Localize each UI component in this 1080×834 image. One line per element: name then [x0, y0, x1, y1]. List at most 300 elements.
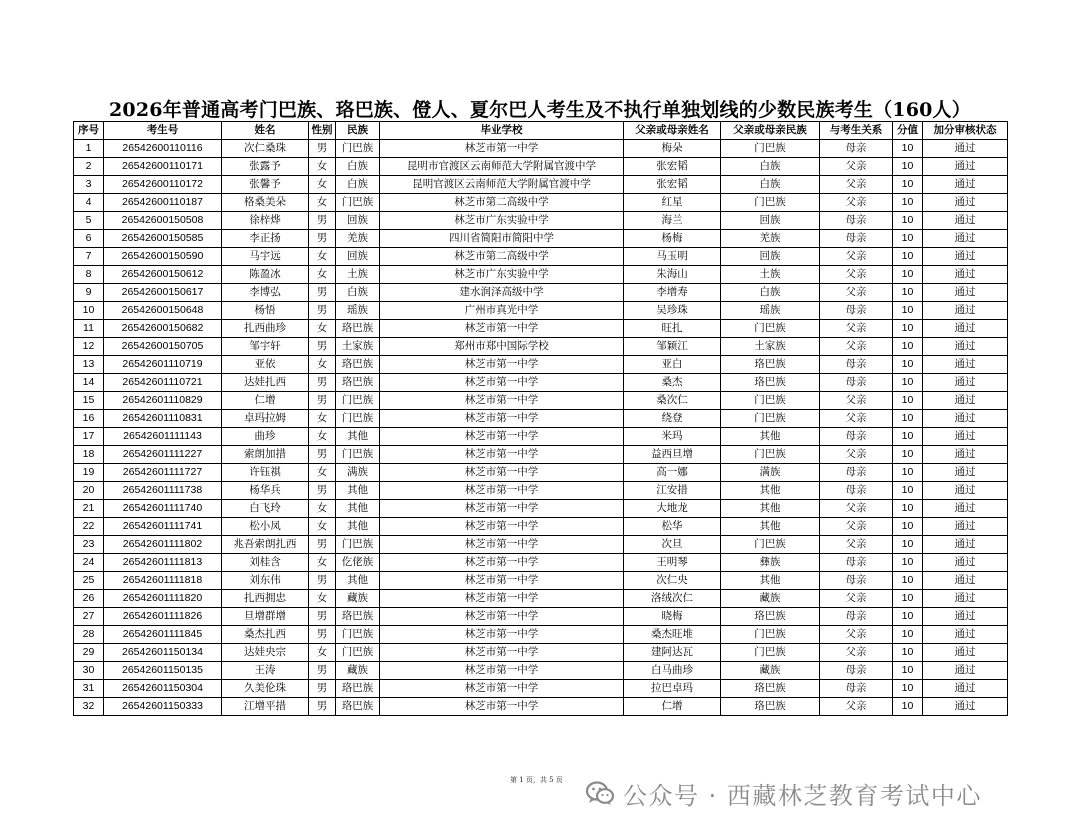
review-status-cell: 通过 — [923, 374, 1008, 392]
review-status-cell: 通过 — [923, 464, 1008, 482]
candidate-name-cell: 扎西曲珍 — [222, 320, 309, 338]
parent-ethnicity-cell: 其他 — [721, 572, 820, 590]
candidate-id-cell: 26542601110721 — [104, 374, 222, 392]
parent-name-cell: 李增寿 — [624, 284, 721, 302]
table-row — [74, 572, 1008, 590]
review-status-cell: 通过 — [923, 428, 1008, 446]
bonus-score-cell: 10 — [893, 662, 923, 680]
review-status-cell: 通过 — [923, 644, 1008, 662]
table-row — [74, 518, 1008, 536]
ethnicity-cell: 门巴族 — [336, 536, 380, 554]
ethnicity-cell: 其他 — [336, 428, 380, 446]
relationship-cell: 父亲 — [820, 698, 893, 716]
ethnicity-cell: 珞巴族 — [336, 608, 380, 626]
table-row — [74, 626, 1008, 644]
row-number-cell: 20 — [74, 482, 104, 500]
parent-name-cell: 红星 — [624, 194, 721, 212]
bonus-score-cell: 10 — [893, 518, 923, 536]
graduating-school-cell: 林芝市第一中学 — [380, 446, 624, 464]
candidate-name-cell: 邹宇轩 — [222, 338, 309, 356]
page-number: 第 1 页，共 5 页 — [510, 776, 563, 784]
parent-ethnicity-cell: 白族 — [721, 284, 820, 302]
parent-ethnicity-cell: 门巴族 — [721, 446, 820, 464]
gender-cell: 男 — [309, 284, 336, 302]
graduating-school-cell: 林芝市第二高级中学 — [380, 248, 624, 266]
review-status-cell: 通过 — [923, 698, 1008, 716]
candidate-name-cell: 徐梓烨 — [222, 212, 309, 230]
bonus-score-cell: 10 — [893, 572, 923, 590]
row-number-cell: 16 — [74, 410, 104, 428]
table-row — [74, 320, 1008, 338]
candidate-name-cell: 兆吾索朗扎西 — [222, 536, 309, 554]
candidate-id-cell: 26542601111727 — [104, 464, 222, 482]
parent-name-cell: 桑杰 — [624, 374, 721, 392]
graduating-school-cell: 林芝市第一中学 — [380, 662, 624, 680]
parent-ethnicity-cell: 珞巴族 — [721, 680, 820, 698]
review-status-cell: 通过 — [923, 158, 1008, 176]
gender-cell: 女 — [309, 266, 336, 284]
gender-cell: 男 — [309, 392, 336, 410]
relationship-cell: 母亲 — [820, 554, 893, 572]
column-header: 性别 — [309, 122, 336, 140]
parent-name-cell: 梅朵 — [624, 140, 721, 158]
review-status-cell: 通过 — [923, 266, 1008, 284]
bonus-score-cell: 10 — [893, 320, 923, 338]
ethnicity-cell: 门巴族 — [336, 626, 380, 644]
ethnicity-cell: 珞巴族 — [336, 356, 380, 374]
candidate-name-cell: 旦增群增 — [222, 608, 309, 626]
bonus-score-cell: 10 — [893, 626, 923, 644]
graduating-school-cell: 林芝市第一中学 — [380, 554, 624, 572]
table-header-row — [74, 122, 1008, 140]
candidate-name-cell: 仁增 — [222, 392, 309, 410]
gender-cell: 男 — [309, 302, 336, 320]
candidate-name-cell: 达娃扎西 — [222, 374, 309, 392]
review-status-cell: 通过 — [923, 446, 1008, 464]
graduating-school-cell: 林芝市第一中学 — [380, 464, 624, 482]
graduating-school-cell: 林芝市第一中学 — [380, 644, 624, 662]
parent-ethnicity-cell: 珞巴族 — [721, 608, 820, 626]
gender-cell: 男 — [309, 446, 336, 464]
parent-ethnicity-cell: 门巴族 — [721, 194, 820, 212]
parent-name-cell: 仁增 — [624, 698, 721, 716]
candidate-name-cell: 李博弘 — [222, 284, 309, 302]
candidate-id-cell: 26542601110719 — [104, 356, 222, 374]
parent-name-cell: 张宏韬 — [624, 158, 721, 176]
relationship-cell: 母亲 — [820, 230, 893, 248]
graduating-school-cell: 林芝市第一中学 — [380, 482, 624, 500]
table-row — [74, 554, 1008, 572]
row-number-cell: 32 — [74, 698, 104, 716]
gender-cell: 男 — [309, 698, 336, 716]
parent-name-cell: 益西旦增 — [624, 446, 721, 464]
graduating-school-cell: 林芝市第一中学 — [380, 500, 624, 518]
column-header: 父亲或母亲民族 — [721, 122, 820, 140]
parent-name-cell: 海兰 — [624, 212, 721, 230]
candidate-name-cell: 曲珍 — [222, 428, 309, 446]
parent-ethnicity-cell: 瑶族 — [721, 302, 820, 320]
parent-ethnicity-cell: 藏族 — [721, 590, 820, 608]
candidate-id-cell: 26542601111741 — [104, 518, 222, 536]
review-status-cell: 通过 — [923, 662, 1008, 680]
table-row — [74, 392, 1008, 410]
parent-ethnicity-cell: 珞巴族 — [721, 374, 820, 392]
parent-ethnicity-cell: 其他 — [721, 482, 820, 500]
relationship-cell: 父亲 — [820, 392, 893, 410]
candidate-id-cell: 26542600150617 — [104, 284, 222, 302]
watermark — [585, 776, 982, 810]
candidate-name-cell: 王涛 — [222, 662, 309, 680]
candidate-id-cell: 26542601111813 — [104, 554, 222, 572]
row-number-cell: 22 — [74, 518, 104, 536]
column-header: 与考生关系 — [820, 122, 893, 140]
gender-cell: 女 — [309, 500, 336, 518]
review-status-cell: 通过 — [923, 338, 1008, 356]
graduating-school-cell: 林芝市第一中学 — [380, 320, 624, 338]
bonus-score-cell: 10 — [893, 608, 923, 626]
ethnicity-cell: 白族 — [336, 176, 380, 194]
candidate-name-cell: 杨悟 — [222, 302, 309, 320]
graduating-school-cell: 林芝市第二高级中学 — [380, 194, 624, 212]
relationship-cell: 母亲 — [820, 428, 893, 446]
relationship-cell: 母亲 — [820, 302, 893, 320]
parent-ethnicity-cell: 其他 — [721, 500, 820, 518]
row-number-cell: 10 — [74, 302, 104, 320]
ethnicity-cell: 回族 — [336, 248, 380, 266]
gender-cell: 女 — [309, 410, 336, 428]
candidate-id-cell: 26542600150612 — [104, 266, 222, 284]
gender-cell: 男 — [309, 680, 336, 698]
bonus-score-cell: 10 — [893, 374, 923, 392]
relationship-cell: 母亲 — [820, 680, 893, 698]
table-row — [74, 410, 1008, 428]
graduating-school-cell: 林芝市第一中学 — [380, 392, 624, 410]
bonus-score-cell: 10 — [893, 644, 923, 662]
parent-name-cell: 次仁央 — [624, 572, 721, 590]
parent-ethnicity-cell: 其他 — [721, 428, 820, 446]
parent-ethnicity-cell: 门巴族 — [721, 320, 820, 338]
column-header: 毕业学校 — [380, 122, 624, 140]
gender-cell: 男 — [309, 140, 336, 158]
gender-cell: 男 — [309, 212, 336, 230]
ethnicity-cell: 门巴族 — [336, 140, 380, 158]
row-number-cell: 27 — [74, 608, 104, 626]
ethnicity-cell: 门巴族 — [336, 194, 380, 212]
table-row — [74, 608, 1008, 626]
table-row — [74, 590, 1008, 608]
review-status-cell: 通过 — [923, 194, 1008, 212]
table-row — [74, 230, 1008, 248]
table-row — [74, 266, 1008, 284]
parent-name-cell: 桑杰旺堆 — [624, 626, 721, 644]
table-row — [74, 698, 1008, 716]
graduating-school-cell: 林芝市第一中学 — [380, 374, 624, 392]
ethnicity-cell: 门巴族 — [336, 446, 380, 464]
graduating-school-cell: 昆明市官渡区云南师范大学附属官渡中学 — [380, 158, 624, 176]
graduating-school-cell: 林芝市广东实验中学 — [380, 266, 624, 284]
relationship-cell: 父亲 — [820, 338, 893, 356]
review-status-cell: 通过 — [923, 482, 1008, 500]
candidate-id-cell: 26542600110172 — [104, 176, 222, 194]
column-header: 序号 — [74, 122, 104, 140]
relationship-cell: 父亲 — [820, 176, 893, 194]
candidate-name-cell: 次仁桑珠 — [222, 140, 309, 158]
candidate-id-cell: 26542600150705 — [104, 338, 222, 356]
row-number-cell: 24 — [74, 554, 104, 572]
column-header: 民族 — [336, 122, 380, 140]
graduating-school-cell: 林芝市第一中学 — [380, 626, 624, 644]
wechat-icon — [585, 778, 615, 808]
relationship-cell: 母亲 — [820, 374, 893, 392]
row-number-cell: 11 — [74, 320, 104, 338]
table-row — [74, 680, 1008, 698]
candidate-id-cell: 26542601111826 — [104, 608, 222, 626]
review-status-cell: 通过 — [923, 392, 1008, 410]
candidate-name-cell: 卓玛拉姆 — [222, 410, 309, 428]
parent-ethnicity-cell: 门巴族 — [721, 536, 820, 554]
ethnicity-cell: 珞巴族 — [336, 374, 380, 392]
ethnicity-cell: 藏族 — [336, 662, 380, 680]
parent-name-cell: 旺扎 — [624, 320, 721, 338]
candidate-name-cell: 马宇远 — [222, 248, 309, 266]
review-status-cell: 通过 — [923, 500, 1008, 518]
parent-name-cell: 米玛 — [624, 428, 721, 446]
table-row — [74, 482, 1008, 500]
row-number-cell: 2 — [74, 158, 104, 176]
ethnicity-cell: 藏族 — [336, 590, 380, 608]
graduating-school-cell: 林芝市第一中学 — [380, 608, 624, 626]
parent-name-cell: 洛绒次仁 — [624, 590, 721, 608]
candidate-name-cell: 格桑美朵 — [222, 194, 309, 212]
candidate-id-cell: 26542600110187 — [104, 194, 222, 212]
parent-ethnicity-cell: 门巴族 — [721, 410, 820, 428]
parent-name-cell: 杨梅 — [624, 230, 721, 248]
graduating-school-cell: 林芝市第一中学 — [380, 518, 624, 536]
graduating-school-cell: 林芝市第一中学 — [380, 356, 624, 374]
row-number-cell: 12 — [74, 338, 104, 356]
parent-ethnicity-cell: 珞巴族 — [721, 356, 820, 374]
candidate-name-cell: 达娃央宗 — [222, 644, 309, 662]
candidate-id-cell: 26542600110171 — [104, 158, 222, 176]
table-row — [74, 338, 1008, 356]
parent-ethnicity-cell: 门巴族 — [721, 626, 820, 644]
row-number-cell: 3 — [74, 176, 104, 194]
bonus-score-cell: 10 — [893, 284, 923, 302]
gender-cell: 男 — [309, 374, 336, 392]
parent-name-cell: 王明琴 — [624, 554, 721, 572]
relationship-cell: 父亲 — [820, 590, 893, 608]
review-status-cell: 通过 — [923, 176, 1008, 194]
bonus-score-cell: 10 — [893, 482, 923, 500]
ethnicity-cell: 珞巴族 — [336, 680, 380, 698]
candidate-id-cell: 26542601111738 — [104, 482, 222, 500]
gender-cell: 女 — [309, 320, 336, 338]
row-number-cell: 29 — [74, 644, 104, 662]
ethnicity-cell: 土家族 — [336, 338, 380, 356]
parent-ethnicity-cell: 门巴族 — [721, 140, 820, 158]
ethnicity-cell: 其他 — [336, 572, 380, 590]
ethnicity-cell: 珞巴族 — [336, 320, 380, 338]
candidate-id-cell: 26542601111143 — [104, 428, 222, 446]
row-number-cell: 21 — [74, 500, 104, 518]
relationship-cell: 母亲 — [820, 356, 893, 374]
row-number-cell: 8 — [74, 266, 104, 284]
graduating-school-cell: 林芝市第一中学 — [380, 680, 624, 698]
graduating-school-cell: 郑州市郑中国际学校 — [380, 338, 624, 356]
graduating-school-cell: 林芝市第一中学 — [380, 428, 624, 446]
bonus-score-cell: 10 — [893, 356, 923, 374]
gender-cell: 女 — [309, 356, 336, 374]
candidate-id-cell: 26542600150682 — [104, 320, 222, 338]
parent-name-cell: 亚白 — [624, 356, 721, 374]
candidate-name-cell: 白飞玲 — [222, 500, 309, 518]
gender-cell: 男 — [309, 536, 336, 554]
gender-cell: 女 — [309, 248, 336, 266]
relationship-cell: 父亲 — [820, 266, 893, 284]
parent-name-cell: 拉巴卓玛 — [624, 680, 721, 698]
candidate-id-cell: 26542601150135 — [104, 662, 222, 680]
table-row — [74, 302, 1008, 320]
graduating-school-cell: 林芝市第一中学 — [380, 140, 624, 158]
graduating-school-cell: 林芝市广东实验中学 — [380, 212, 624, 230]
relationship-cell: 父亲 — [820, 518, 893, 536]
parent-name-cell: 次旦 — [624, 536, 721, 554]
review-status-cell: 通过 — [923, 212, 1008, 230]
review-status-cell: 通过 — [923, 518, 1008, 536]
candidate-id-cell: 26542601111802 — [104, 536, 222, 554]
gender-cell: 女 — [309, 428, 336, 446]
relationship-cell: 母亲 — [820, 140, 893, 158]
table-row — [74, 212, 1008, 230]
bonus-score-cell: 10 — [893, 338, 923, 356]
graduating-school-cell: 建水润泽高级中学 — [380, 284, 624, 302]
candidate-name-cell: 江增平措 — [222, 698, 309, 716]
ethnicity-cell: 仡佬族 — [336, 554, 380, 572]
relationship-cell: 母亲 — [820, 464, 893, 482]
parent-name-cell: 建阿达瓦 — [624, 644, 721, 662]
bonus-score-cell: 10 — [893, 680, 923, 698]
relationship-cell: 父亲 — [820, 410, 893, 428]
parent-ethnicity-cell: 彝族 — [721, 554, 820, 572]
graduating-school-cell: 林芝市第一中学 — [380, 698, 624, 716]
row-number-cell: 28 — [74, 626, 104, 644]
row-number-cell: 23 — [74, 536, 104, 554]
table-row — [74, 446, 1008, 464]
bonus-score-cell: 10 — [893, 230, 923, 248]
candidate-id-cell: 26542600110116 — [104, 140, 222, 158]
ethnicity-cell: 白族 — [336, 158, 380, 176]
parent-name-cell: 吴珍珠 — [624, 302, 721, 320]
candidate-name-cell: 李正扬 — [222, 230, 309, 248]
row-number-cell: 26 — [74, 590, 104, 608]
gender-cell: 女 — [309, 464, 336, 482]
relationship-cell: 父亲 — [820, 644, 893, 662]
parent-name-cell: 绕登 — [624, 410, 721, 428]
bonus-score-cell: 10 — [893, 410, 923, 428]
table-row — [74, 248, 1008, 266]
parent-ethnicity-cell: 白族 — [721, 176, 820, 194]
gender-cell: 男 — [309, 230, 336, 248]
relationship-cell: 父亲 — [820, 536, 893, 554]
ethnicity-cell: 其他 — [336, 482, 380, 500]
ethnicity-cell: 羌族 — [336, 230, 380, 248]
row-number-cell: 1 — [74, 140, 104, 158]
candidate-id-cell: 26542600150585 — [104, 230, 222, 248]
row-number-cell: 17 — [74, 428, 104, 446]
candidate-name-cell: 张馨予 — [222, 176, 309, 194]
bonus-score-cell: 10 — [893, 536, 923, 554]
relationship-cell: 父亲 — [820, 320, 893, 338]
relationship-cell: 父亲 — [820, 158, 893, 176]
ethnicity-cell: 白族 — [336, 284, 380, 302]
review-status-cell: 通过 — [923, 680, 1008, 698]
parent-ethnicity-cell: 土家族 — [721, 338, 820, 356]
parent-name-cell: 松华 — [624, 518, 721, 536]
graduating-school-cell: 林芝市第一中学 — [380, 590, 624, 608]
column-header: 父亲或母亲姓名 — [624, 122, 721, 140]
gender-cell: 女 — [309, 644, 336, 662]
candidate-name-cell: 许钰祺 — [222, 464, 309, 482]
relationship-cell: 父亲 — [820, 248, 893, 266]
candidate-id-cell: 26542601111820 — [104, 590, 222, 608]
table-row — [74, 158, 1008, 176]
table-row — [74, 464, 1008, 482]
candidate-id-cell: 26542600150590 — [104, 248, 222, 266]
gender-cell: 女 — [309, 554, 336, 572]
column-header: 姓名 — [222, 122, 309, 140]
relationship-cell: 父亲 — [820, 626, 893, 644]
watermark-text: 公众号 · 西藏林芝教育考试中心 — [623, 781, 982, 810]
relationship-cell: 母亲 — [820, 572, 893, 590]
parent-name-cell: 邹颖江 — [624, 338, 721, 356]
candidate-id-cell: 26542601111845 — [104, 626, 222, 644]
candidate-id-cell: 26542601150333 — [104, 698, 222, 716]
bonus-score-cell: 10 — [893, 158, 923, 176]
candidate-name-cell: 杨华兵 — [222, 482, 309, 500]
gender-cell: 男 — [309, 338, 336, 356]
table-row — [74, 644, 1008, 662]
candidate-id-cell: 26542600150648 — [104, 302, 222, 320]
parent-name-cell: 大地龙 — [624, 500, 721, 518]
review-status-cell: 通过 — [923, 536, 1008, 554]
bonus-score-cell: 10 — [893, 392, 923, 410]
parent-ethnicity-cell: 珞巴族 — [721, 698, 820, 716]
parent-ethnicity-cell: 满族 — [721, 464, 820, 482]
table-row — [74, 428, 1008, 446]
review-status-cell: 通过 — [923, 140, 1008, 158]
candidate-name-cell: 张露予 — [222, 158, 309, 176]
gender-cell: 男 — [309, 662, 336, 680]
gender-cell: 女 — [309, 176, 336, 194]
relationship-cell: 母亲 — [820, 212, 893, 230]
candidate-id-cell: 26542601111818 — [104, 572, 222, 590]
table-row — [74, 194, 1008, 212]
candidate-name-cell: 桑杰扎西 — [222, 626, 309, 644]
parent-name-cell: 江安措 — [624, 482, 721, 500]
candidate-id-cell: 26542601110831 — [104, 410, 222, 428]
row-number-cell: 15 — [74, 392, 104, 410]
parent-name-cell: 高一娜 — [624, 464, 721, 482]
candidate-table — [73, 121, 1008, 716]
candidate-name-cell: 久美伦珠 — [222, 680, 309, 698]
column-header: 分值 — [893, 122, 923, 140]
row-number-cell: 19 — [74, 464, 104, 482]
row-number-cell: 7 — [74, 248, 104, 266]
ethnicity-cell: 珞巴族 — [336, 698, 380, 716]
candidate-name-cell: 刘东伟 — [222, 572, 309, 590]
parent-ethnicity-cell: 土族 — [721, 266, 820, 284]
parent-ethnicity-cell: 门巴族 — [721, 644, 820, 662]
